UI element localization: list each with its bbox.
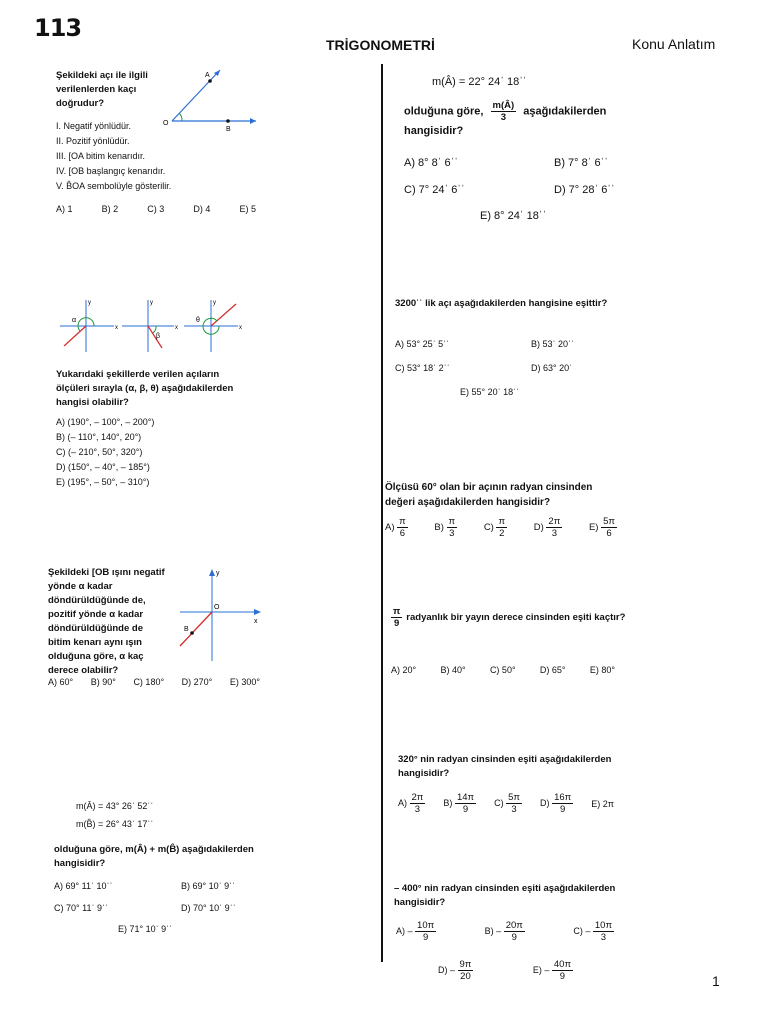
option-b[interactable]: B) $\frac{14\pi}{9}$: [443, 792, 475, 815]
q2-stem: Yukarıdaki şekillerde verilen açıların ölçüleri sırayla (α, β, θ) aşağıdakilerden hangisi olabilir?: [56, 369, 234, 408]
option-a[interactable]: A) $\frac{\pi}{6}$: [385, 516, 406, 539]
q4-given-b: m(B̂) = 26° 43ˈ 17ˈˈ: [76, 819, 154, 829]
svg-text:β: β: [156, 333, 161, 340]
arrow-head: [209, 569, 215, 576]
q1-angle-figure: [158, 64, 258, 136]
option-e[interactable]: E) 2π: [591, 798, 614, 809]
q10-options-row2: [438, 959, 573, 982]
q10-options-row1: [396, 920, 614, 943]
option-e[interactable]: E) (195°, – 50°, – 310°): [56, 477, 150, 487]
list-item: I. Negatif yönlüdür.: [56, 121, 132, 131]
q3-figure: [170, 566, 270, 666]
label-b: B: [226, 126, 231, 133]
option-e[interactable]: E) 55° 20ˈ 18ˈˈ: [460, 387, 520, 397]
arrow-head: [254, 609, 261, 615]
option-b[interactable]: B) 7° 8ˈ 6ˈˈ: [554, 157, 608, 169]
option-d[interactable]: D) 7° 28ˈ 6ˈˈ: [554, 184, 615, 196]
option-d[interactable]: D) 70° 10ˈ 9ˈˈ: [181, 903, 236, 913]
q1-stem: Şekildeki açı ile ilgili verilenlerden kaçı doğrudur?: [56, 70, 148, 109]
option-b[interactable]: B) – $\frac{20\pi}{9}$: [484, 920, 523, 943]
option-e[interactable]: E) 71° 10ˈ 9ˈˈ: [118, 924, 173, 934]
q5-stem-pre: olduğuna göre,: [404, 105, 484, 118]
list-item: V. B̂OA sembolüyle gösterilir.: [56, 181, 172, 191]
q5-given: m(Â) = 22° 24ˈ 18ˈˈ: [432, 76, 527, 88]
option-c[interactable]: C) 50°: [489, 665, 516, 675]
list-item: IV. [OB başlangıç kenarıdır.: [56, 166, 166, 176]
q6-stem: 3200ˈˈ lik açı aşağıdakilerden hangisine eşittir?: [395, 298, 608, 309]
option-c[interactable]: C) 7° 24ˈ 6ˈˈ: [404, 184, 465, 196]
option-d[interactable]: D) 270°: [181, 677, 213, 687]
q4-given-a: m(Â) = 43° 26ˈ 52ˈˈ: [76, 801, 154, 811]
column-divider: [381, 64, 383, 962]
svg-text:x: x: [115, 325, 118, 331]
point-b: [190, 631, 194, 635]
arrow-head: [250, 118, 256, 124]
option-b[interactable]: B) 2: [101, 204, 119, 214]
option-a[interactable]: A) 53° 25ˈ 5ˈˈ: [395, 339, 450, 349]
option-e[interactable]: E) – $\frac{40\pi}{9}$: [532, 959, 571, 982]
option-d[interactable]: D) 4: [193, 204, 211, 214]
svg-text:y: y: [150, 300, 153, 306]
svg-text:y: y: [88, 300, 91, 306]
angle-arc: [179, 113, 182, 121]
q1-item-list: [56, 120, 171, 195]
svg-text:x: x: [239, 325, 242, 331]
q3-stem: Şekildeki [OB ışını negatif yönde α kadar döndürüldüğünde de, pozitif yönde α kadar döndürüldüğünde de bitim kenarı aynı ışın olduğuna göre, α kaç derece olabilir?: [48, 567, 165, 676]
q7-stem: Ölçüsü 60° olan bir açının radyan cinsinden değeri aşağıdakilerden hangisidir?: [385, 482, 593, 508]
q9-stem: 320° nin radyan cinsinden eşiti aşağıdakilerden hangisidir?: [398, 754, 612, 779]
q5-fraction: $\frac{m(Â)}{3}$: [492, 100, 515, 123]
figure-beta: [122, 300, 178, 352]
option-a[interactable]: A) (190°, – 100°, – 200°): [56, 417, 155, 427]
option-a[interactable]: A) 8° 8ˈ 6ˈˈ: [404, 157, 458, 169]
option-b[interactable]: B) 40°: [440, 665, 466, 675]
option-c[interactable]: C) 53° 18ˈ 2ˈˈ: [395, 363, 450, 373]
page-subtitle: Konu Anlatım: [632, 36, 716, 52]
option-a[interactable]: A) $\frac{2\pi}{3}$: [398, 792, 424, 815]
label-y: y: [216, 570, 220, 577]
option-d[interactable]: D) $\frac{16\pi}{9}$: [540, 792, 572, 815]
q4-stem: olduğuna göre, m(Â) + m(B̂) aşağıdakilerden hangisidir?: [54, 844, 254, 869]
svg-text:x: x: [175, 325, 178, 331]
q3-options: [48, 677, 260, 687]
figure-alpha: [60, 300, 118, 352]
option-c[interactable]: C) 180°: [133, 677, 165, 687]
option-c[interactable]: C) 3: [147, 204, 165, 214]
svg-text:θ: θ: [196, 317, 200, 324]
page-number: 113: [34, 14, 82, 42]
label-b: B: [184, 626, 189, 633]
option-a[interactable]: A) – $\frac{10\pi}{9}$: [396, 920, 435, 943]
q2-options: [56, 416, 154, 491]
q1-options: [56, 204, 256, 214]
list-item: III. [OA bitim kenarıdır.: [56, 151, 146, 161]
list-item: II. Pozitif yönlüdür.: [56, 136, 130, 146]
point-b: [226, 119, 230, 123]
option-b[interactable]: B) 90°: [90, 677, 116, 687]
q8-stem-text: radyanlık bir yayın derece cinsinden eşiti kaçtır?: [406, 612, 626, 624]
option-c[interactable]: C) 70° 11ˈ 9ˈˈ: [54, 903, 108, 913]
option-d[interactable]: D) 63° 20ˈ: [531, 363, 573, 373]
option-d[interactable]: D) 65°: [539, 665, 566, 675]
option-e[interactable]: E) 80°: [589, 665, 615, 675]
q5-stem-post: aşağıdakilerden hangisidir?: [404, 105, 607, 137]
option-b[interactable]: B) $\frac{\pi}{3}$: [434, 516, 456, 539]
option-e[interactable]: E) 300°: [229, 677, 260, 687]
option-c[interactable]: C) (– 210°, 50°, 320°): [56, 447, 143, 457]
option-b[interactable]: B) 53ˈ 20ˈˈ: [531, 339, 575, 349]
q8-options: [391, 664, 615, 677]
q5-stem: [404, 100, 644, 140]
label-x: x: [254, 618, 258, 625]
option-a[interactable]: A) 1: [56, 204, 73, 214]
option-c[interactable]: C) $\frac{\pi}{2}$: [483, 516, 506, 539]
label-o: O: [163, 120, 169, 127]
q8-stem: [391, 606, 626, 629]
option-b[interactable]: B) 69° 10ˈ 9ˈˈ: [181, 881, 236, 891]
label-o: O: [214, 604, 220, 611]
label-a: A: [205, 72, 210, 79]
option-d[interactable]: D) (150°, – 40°, – 185°): [56, 462, 150, 472]
option-a[interactable]: A) 60°: [48, 677, 74, 687]
svg-text:α: α: [72, 317, 77, 324]
option-e[interactable]: E) $\frac{5\pi}{6}$: [588, 516, 615, 539]
option-e[interactable]: E) 5: [239, 204, 256, 214]
option-d[interactable]: D) – $\frac{9\pi}{20}$: [438, 959, 472, 982]
point-a: [208, 79, 212, 83]
svg-text:y: y: [213, 300, 216, 306]
option-e[interactable]: E) 8° 24ˈ 18ˈˈ: [480, 210, 547, 222]
option-c[interactable]: C) $\frac{5\pi}{3}$: [494, 792, 520, 815]
option-d[interactable]: D) $\frac{2\pi}{3}$: [533, 516, 561, 539]
q10-stem: – 400° nin radyan cinsinden eşiti aşağıdakilerden hangisidir?: [394, 883, 616, 908]
option-a[interactable]: A) 69° 11ˈ 10ˈˈ: [54, 881, 113, 891]
option-a[interactable]: A) 20°: [391, 665, 417, 675]
q9-options: [398, 792, 614, 815]
q7-options: [385, 516, 617, 539]
figure-theta: [184, 300, 242, 352]
option-c[interactable]: C) – $\frac{10\pi}{3}$: [573, 920, 612, 943]
footer-page-number: 1: [712, 973, 720, 989]
page-title: TRİGONOMETRİ: [326, 37, 435, 53]
q2-figures: [56, 296, 246, 354]
option-b[interactable]: B) (– 110°, 140°, 20°): [56, 432, 142, 442]
q8-fraction: $\frac{\pi}{9}$: [393, 606, 401, 629]
